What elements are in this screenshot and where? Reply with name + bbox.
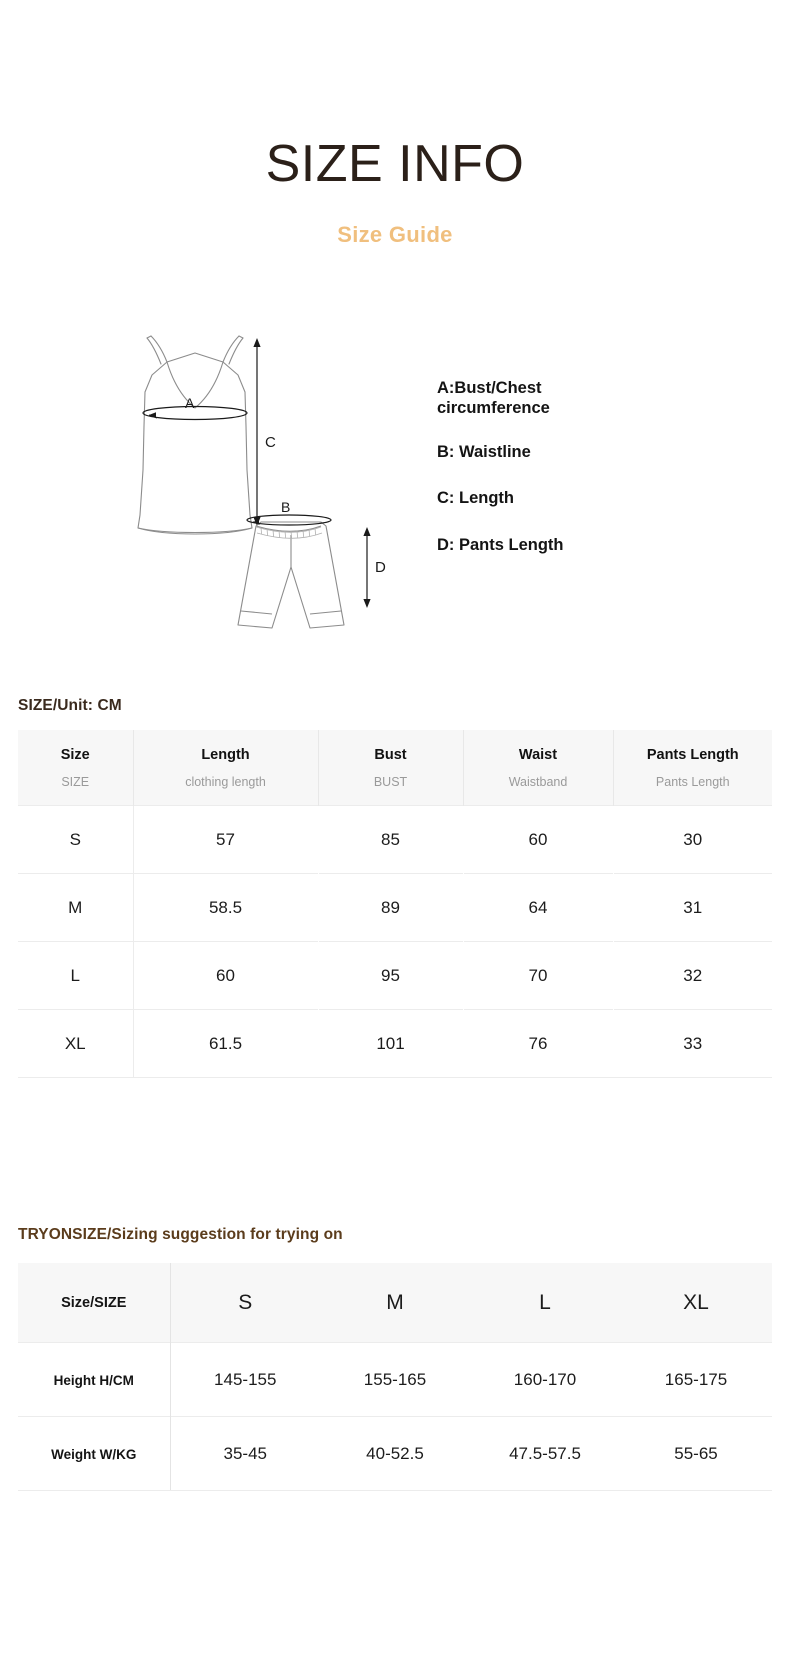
table-row: [18, 873, 772, 941]
cell-size: XL: [18, 1009, 133, 1077]
col-size-main: Size: [60, 747, 90, 763]
cell-pants-length: 31: [613, 873, 772, 941]
tryon-corner-label: Size/SIZE: [18, 1263, 170, 1343]
page-subtitle: Size Guide: [337, 222, 453, 247]
cell-length: 60: [133, 941, 318, 1009]
cell-size: M: [18, 873, 133, 941]
tryon-row-label-weight: Weight W/KG: [18, 1417, 170, 1491]
table-row: [18, 1343, 772, 1417]
cell-height-xl: 165-175: [620, 1343, 772, 1417]
cell-bust: 89: [318, 873, 463, 941]
legend-b: B: Waistline: [437, 443, 531, 462]
cell-waist: 76: [463, 1009, 613, 1077]
marker-a-label: A: [185, 395, 195, 411]
garment-illustration-svg: [105, 330, 415, 630]
marker-d-label: D: [375, 559, 386, 576]
col-bust-sub: BUST: [373, 774, 408, 789]
size-table-header-row: [18, 730, 772, 805]
cell-length: 58.5: [133, 873, 318, 941]
marker-b-label: B: [281, 499, 291, 515]
cell-weight-s: 35-45: [170, 1417, 320, 1491]
cell-length: 61.5: [133, 1009, 318, 1077]
cell-height-s: 145-155: [170, 1343, 320, 1417]
cell-weight-l: 47.5-57.5: [470, 1417, 620, 1491]
cell-height-l: 160-170: [470, 1343, 620, 1417]
measurement-diagram: [105, 330, 415, 630]
legend-a-line1: A:Bust/Chest: [437, 379, 542, 397]
col-bust-main: Bust: [374, 747, 407, 763]
table-row: [18, 1009, 772, 1077]
cell-weight-xl: 55-65: [620, 1417, 772, 1491]
tryon-header-row: [18, 1263, 772, 1343]
cell-waist: 60: [463, 805, 613, 873]
table-row: [18, 941, 772, 1009]
col-size-sub: SIZE: [61, 774, 90, 789]
table-row: [18, 1417, 772, 1491]
marker-c-label: C: [265, 434, 276, 451]
legend-c: C: Length: [437, 489, 514, 508]
col-waist-main: Waist: [518, 747, 558, 763]
col-size: [18, 730, 133, 805]
measurement-legend: [437, 378, 767, 555]
tryon-row-label-height: Height H/CM: [18, 1343, 170, 1417]
cell-bust: 101: [318, 1009, 463, 1077]
tryon-size-table: [18, 1263, 772, 1491]
cell-bust: 85: [318, 805, 463, 873]
size-table: [18, 730, 772, 1078]
tryon-size-s: S: [170, 1263, 320, 1343]
legend-a-line2: circumference: [437, 399, 550, 418]
cell-waist: 64: [463, 873, 613, 941]
waist-measure-ellipse: [247, 515, 331, 525]
table-row: [18, 805, 772, 873]
tryon-caption: TRYONSIZE/Sizing suggestion for trying on: [18, 1226, 343, 1243]
size-unit-caption: SIZE/Unit: CM: [18, 697, 122, 714]
legend-d: D: Pants Length: [437, 535, 564, 554]
cell-size: S: [18, 805, 133, 873]
cell-waist: 70: [463, 941, 613, 1009]
cell-weight-m: 40-52.5: [320, 1417, 470, 1491]
tryon-size-m: M: [320, 1263, 470, 1343]
tryon-size-l: L: [470, 1263, 620, 1343]
cell-pants-length: 33: [613, 1009, 772, 1077]
col-waist-sub: Waistband: [508, 774, 568, 789]
col-pants-length: [613, 730, 772, 805]
cell-bust: 95: [318, 941, 463, 1009]
col-bust: [318, 730, 463, 805]
col-waist: [463, 730, 613, 805]
col-length-sub: clothing length: [185, 774, 266, 789]
page-title: SIZE INFO: [265, 135, 525, 193]
cell-size: L: [18, 941, 133, 1009]
tryon-size-xl: XL: [620, 1263, 772, 1343]
col-length-main: Length: [201, 747, 250, 763]
col-pants-length-main: Pants Length: [646, 747, 739, 763]
col-pants-length-sub: Pants Length: [655, 774, 730, 789]
cell-length: 57: [133, 805, 318, 873]
cell-height-m: 155-165: [320, 1343, 470, 1417]
cell-pants-length: 32: [613, 941, 772, 1009]
col-length: [133, 730, 318, 805]
cell-pants-length: 30: [613, 805, 772, 873]
